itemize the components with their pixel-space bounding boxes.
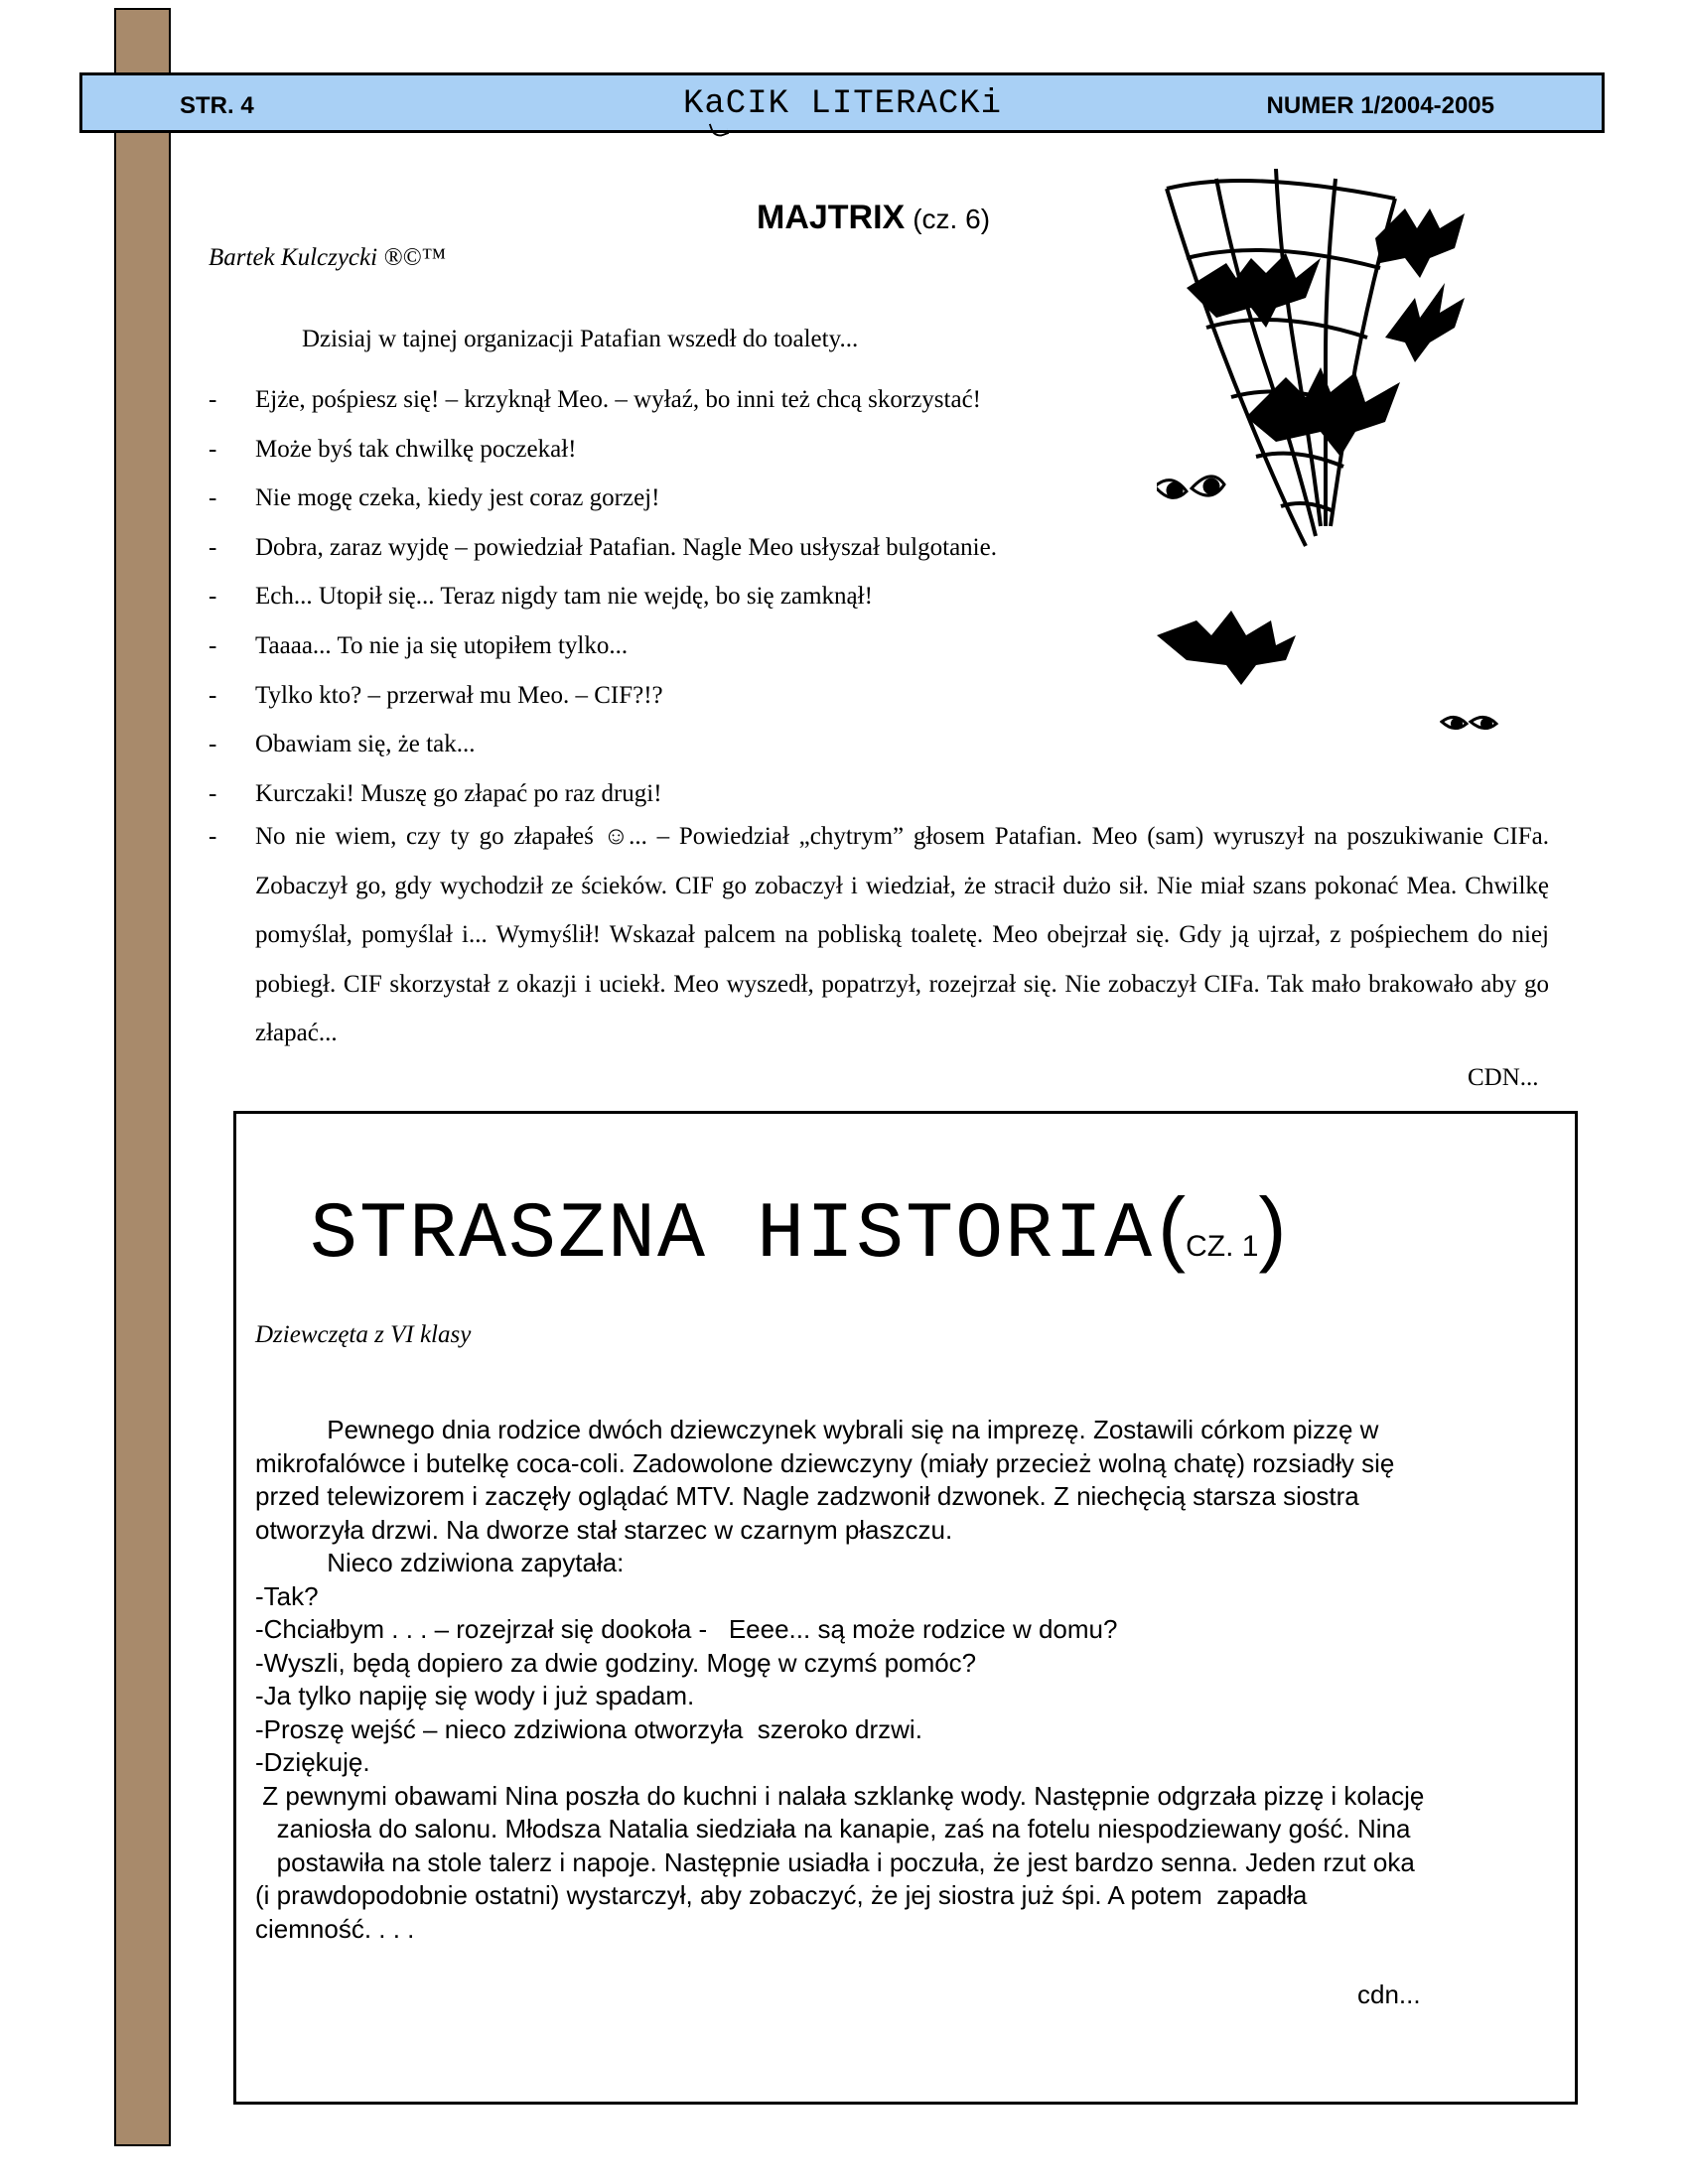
left-decorative-bar [114,8,171,2146]
story-line: mikrofalówce i butelkę coca-coli. Zadowolone dziewczyny (miały przecież wolną chatę) rozsiadły się [255,1447,1395,1478]
page-header [79,72,1605,133]
story-line: przed telewizorem i zaczęły oglądać MTV. Nagle zadzwonił dzwonek. Z niechęcią starsza siostra [255,1481,1359,1511]
story-line: -Wyszli, będą dopiero za dwie godziny. Mogę w czymś pomóc? [255,1647,977,1678]
dialog-dash: - [209,631,217,659]
story-line: -Ja tylko napiję się wody i już spadam. [255,1681,695,1710]
article2-byline: Dziewczęta z VI klasy [255,1321,472,1348]
article2-story [255,1414,1566,1946]
story-line: postawiła na stole talerz i napoje. Następnie usiadła i poczuła, że jest bardzo senna. Jeden rzut oka [255,1846,1415,1877]
article1-title [757,199,990,237]
article1-title-main: MAJTRIX [757,199,906,236]
dialog-text: Może byś tak chwilkę poczekał! [255,435,577,463]
eyes-icon [1440,710,1499,740]
story-line: zaniosła do salonu. Młodsza Natalia siedziała na kanapie, zaś na fotelu niespodziewany gość. Nina [255,1814,1411,1843]
story-line: -Proszę wejść – nieco zdziwiona otworzyła szeroko drzwi. [255,1713,922,1744]
dialog-text: Taaaa... To nie ja się utopiłem tylko... [255,631,629,659]
dialog-text: Obawiam się, że tak... [255,731,476,758]
article1-intro: Dzisiaj w tajnej organizacji Patafian wszedł do toalety... [302,326,859,352]
dialog-dash: - [209,731,217,758]
dialog-text: Ejże, pośpiesz się! – krzyknął Meo. – wyłaź, bo inni też chcą skorzystać! [255,386,981,413]
dialog-text: Dobra, zaraz wyjdę – powiedział Patafian. Nagle Meo usłyszał bulgotanie. [255,533,997,561]
story-line: ciemność. . . . [255,1913,415,1944]
dialog-dash: - [209,681,217,709]
halloween-illustration [1157,169,1484,764]
article2-title-paren-close: ) [1258,1180,1287,1274]
story-line: Nieco zdziwiona zapytała: [255,1548,625,1577]
dialog-dash: - [209,435,217,463]
article1-last-paragraph: No nie wiem, czy ty go złapałeś ☺... – Powiedział „chytrym” głosem Patafian. Meo (sam) wyruszył na poszukiwanie CIFa. Zobaczył go, gdy wychodził ze ścieków. CIF go zobaczył i wiedział, że stracił dużo sił. Nie miał szans pokonać Mea. Chwilkę pomyślał, pomyślał i... Wymyślił! Wskazał palcem na pobliską toaletę. Meo obejrzał się. Gdy ją ujrzał, z pośpiechem do niej pobiegł. CIF skorzystał z okazji i uciekł. Meo wyszedł, popatrzył, rozejrzał się. Nie zobaczył CIFa. Tak mało brakowało aby go złapać... [255,823,1549,1047]
article2-title [310,1179,1286,1281]
dialog-dash: - [209,484,217,512]
story-line: otworzyła drzwi. Na dworze stał starzec w czarnym płaszczu. [255,1514,953,1545]
dialog-dash: - [209,583,217,611]
article2-continued: cdn... [1357,1979,1421,2009]
article2-title-part: CZ. 1 [1186,1230,1259,1263]
dialog-dash: - [209,386,217,413]
section-title [683,85,1002,123]
dialog-text: Tylko kto? – przerwał mu Meo. – CIF?!? [255,681,663,709]
dialog-line [209,769,1549,819]
dialog-text: Nie mogę czeka, kiedy jest coraz gorzej! [255,484,660,512]
story-line: -Chciałbym . . . – rozejrzał się dookoła - Eeee... są może rodzice w domu? [255,1614,1118,1644]
story-line: Z pewnymi obawami Nina poszła do kuchni i nalała szklankę wody. Następnie odgrzała pizzę i kolację [255,1780,1425,1811]
issue-number: NUMER 1/2004-2005 [1266,92,1494,119]
page-number: STR. 4 [180,92,254,119]
dialog-text: Kurczaki! Muszę go złapać po raz drugi! [255,779,662,807]
story-line: -Dziękuję. [255,1747,370,1777]
dialog-dash: - [209,779,217,807]
section-title-text: KaCIK LITERACKi [683,85,1003,123]
eyes-icon [1157,477,1224,498]
dialog-dash: - [209,533,217,561]
article2-title-main: STRASZNA HISTORIA [310,1190,1155,1281]
dialog-text: Ech... Utopił się... Teraz nigdy tam nie wejdę, bo się zamknął! [255,583,873,611]
dialog-dash: - [209,823,217,850]
article1-continued: CDN... [1468,1064,1539,1091]
article2-title-paren-open: ( [1158,1180,1187,1274]
article1-title-part: (cz. 6) [913,204,991,234]
story-line: -Tak? [255,1580,319,1611]
article1-byline: Bartek Kulczycki ®©™ [209,244,446,271]
story-line: (i prawdopodobnie ostatni) wystarczył, aby zobaczyć, że jej siostra już śpi. A potem zapadła [255,1880,1308,1910]
story-line: Pewnego dnia rodzice dwóch dziewczynek wybrali się na imprezę. Zostawili córkom pizzę w [255,1415,1379,1444]
